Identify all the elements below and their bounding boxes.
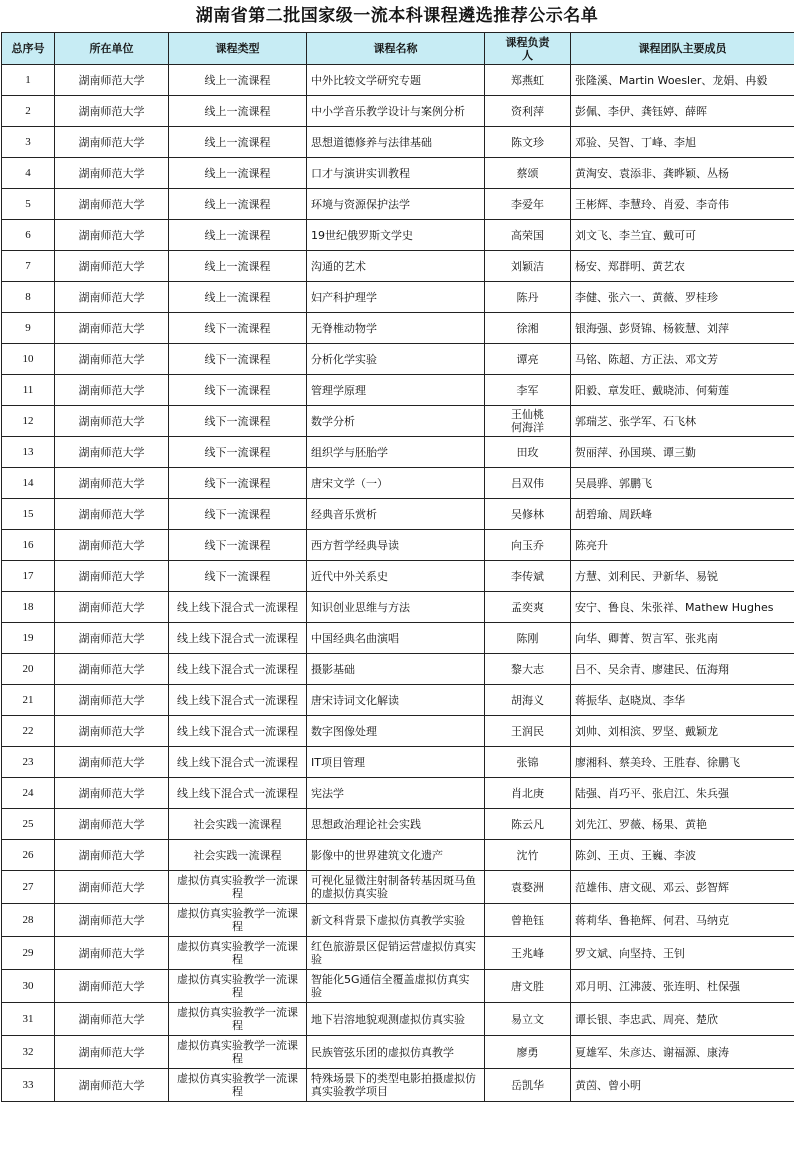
course-name-cell: IT项目管理 [307, 747, 485, 778]
course-name-cell: 唐宋诗词文化解读 [307, 685, 485, 716]
course-type-cell: 虚拟仿真实验教学一流课程 [169, 871, 307, 904]
course-leader-cell: 资利萍 [485, 96, 571, 127]
row-index-cell: 25 [2, 809, 55, 840]
team-members-cell: 蒋振华、赵晓岚、李华 [571, 685, 794, 716]
team-members-cell: 向华、卿菁、贺言军、张兆南 [571, 623, 794, 654]
unit-cell: 湖南师范大学 [55, 530, 169, 561]
course-name-cell: 中外比较文学研究专题 [307, 65, 485, 96]
course-leader-cell: 王仙桃 何海洋 [485, 406, 571, 437]
course-type-cell: 线上一流课程 [169, 282, 307, 313]
course-leader-cell: 李爱年 [485, 189, 571, 220]
course-type-cell: 线上一流课程 [169, 158, 307, 189]
table-row [2, 158, 794, 189]
team-members-cell: 黄茵、曾小明 [571, 1069, 794, 1102]
course-name-cell: 可视化显微注射制备转基因斑马鱼的虚拟仿真实验 [307, 871, 485, 904]
team-members-cell: 安宁、鲁良、朱张祥、Mathew Hughes [571, 592, 794, 623]
row-index-cell: 6 [2, 220, 55, 251]
row-index-cell: 28 [2, 904, 55, 937]
table-row [2, 344, 794, 375]
course-name-cell: 中小学音乐教学设计与案例分析 [307, 96, 485, 127]
table-row [2, 904, 794, 937]
course-name-cell: 分析化学实验 [307, 344, 485, 375]
course-name-cell: 19世纪俄罗斯文学史 [307, 220, 485, 251]
row-index-cell: 22 [2, 716, 55, 747]
table-row [2, 375, 794, 406]
team-members-cell: 阳毅、章发旺、戴晓沛、何菊莲 [571, 375, 794, 406]
row-index-cell: 3 [2, 127, 55, 158]
unit-cell: 湖南师范大学 [55, 592, 169, 623]
row-index-cell: 5 [2, 189, 55, 220]
course-name-cell: 组织学与胚胎学 [307, 437, 485, 468]
row-index-cell: 24 [2, 778, 55, 809]
header-course-name: 课程名称 [307, 33, 485, 65]
table-row [2, 871, 794, 904]
table-row [2, 220, 794, 251]
table-row [2, 778, 794, 809]
course-type-cell: 线上线下混合式一流课程 [169, 716, 307, 747]
course-leader-cell: 吴修林 [485, 499, 571, 530]
unit-cell: 湖南师范大学 [55, 970, 169, 1003]
course-type-cell: 线上一流课程 [169, 251, 307, 282]
course-leader-cell: 袁婺洲 [485, 871, 571, 904]
course-leader-cell: 徐湘 [485, 313, 571, 344]
team-members-cell: 张隆溪、Martin Woesler、龙娟、冉毅 [571, 65, 794, 96]
unit-cell: 湖南师范大学 [55, 96, 169, 127]
team-members-cell: 吴晨骅、郭鹏飞 [571, 468, 794, 499]
table-row [2, 127, 794, 158]
table-row [2, 65, 794, 96]
course-leader-cell: 李军 [485, 375, 571, 406]
team-members-cell: 邓验、吴智、丁峰、李旭 [571, 127, 794, 158]
course-type-cell: 虚拟仿真实验教学一流课程 [169, 1069, 307, 1102]
unit-cell: 湖南师范大学 [55, 654, 169, 685]
course-name-cell: 民族管弦乐团的虚拟仿真教学 [307, 1036, 485, 1069]
table-row [2, 189, 794, 220]
table-row [2, 654, 794, 685]
table-row [2, 1069, 794, 1102]
row-index-cell: 15 [2, 499, 55, 530]
team-members-cell: 吕不、吴余青、廖建民、伍海翔 [571, 654, 794, 685]
unit-cell: 湖南师范大学 [55, 437, 169, 468]
unit-cell: 湖南师范大学 [55, 778, 169, 809]
row-index-cell: 2 [2, 96, 55, 127]
row-index-cell: 32 [2, 1036, 55, 1069]
course-type-cell: 线上线下混合式一流课程 [169, 592, 307, 623]
unit-cell: 湖南师范大学 [55, 840, 169, 871]
course-type-cell: 线下一流课程 [169, 313, 307, 344]
team-members-cell: 刘先江、罗薇、杨果、黄艳 [571, 809, 794, 840]
course-type-cell: 线下一流课程 [169, 561, 307, 592]
team-members-cell: 范雄伟、唐文砚、邓云、彭智辉 [571, 871, 794, 904]
course-type-cell: 虚拟仿真实验教学一流课程 [169, 970, 307, 1003]
team-members-cell: 陈剑、王贞、王巍、李波 [571, 840, 794, 871]
row-index-cell: 33 [2, 1069, 55, 1102]
team-members-cell: 黄淘安、袁添非、龚晔颖、丛杨 [571, 158, 794, 189]
course-name-cell: 思想政治理论社会实践 [307, 809, 485, 840]
course-type-cell: 线下一流课程 [169, 406, 307, 437]
course-name-cell: 近代中外关系史 [307, 561, 485, 592]
row-index-cell: 9 [2, 313, 55, 344]
team-members-cell: 邓月明、江沸菠、张连明、杜保强 [571, 970, 794, 1003]
course-type-cell: 线下一流课程 [169, 344, 307, 375]
table-row [2, 970, 794, 1003]
course-type-cell: 虚拟仿真实验教学一流课程 [169, 1036, 307, 1069]
table-row [2, 282, 794, 313]
course-leader-cell: 陈文珍 [485, 127, 571, 158]
course-leader-cell: 肖北庚 [485, 778, 571, 809]
course-name-cell: 唐宋文学（一） [307, 468, 485, 499]
course-leader-cell: 胡海义 [485, 685, 571, 716]
team-members-cell: 夏雄军、朱彦达、谢福源、康涛 [571, 1036, 794, 1069]
course-name-cell: 知识创业思维与方法 [307, 592, 485, 623]
row-index-cell: 23 [2, 747, 55, 778]
course-type-cell: 线下一流课程 [169, 375, 307, 406]
header-course-leader: 课程负责人 [485, 33, 571, 65]
team-members-cell: 陆强、肖巧平、张启江、朱兵强 [571, 778, 794, 809]
course-leader-cell: 蔡颂 [485, 158, 571, 189]
course-type-cell: 线上一流课程 [169, 96, 307, 127]
course-leader-cell: 唐文胜 [485, 970, 571, 1003]
course-name-cell: 妇产科护理学 [307, 282, 485, 313]
table-row [2, 530, 794, 561]
header-course-type: 课程类型 [169, 33, 307, 65]
team-members-cell: 陈亮升 [571, 530, 794, 561]
row-index-cell: 30 [2, 970, 55, 1003]
course-leader-cell: 谭亮 [485, 344, 571, 375]
unit-cell: 湖南师范大学 [55, 623, 169, 654]
course-name-cell: 宪法学 [307, 778, 485, 809]
course-type-cell: 线上线下混合式一流课程 [169, 778, 307, 809]
team-members-cell: 彭佩、李伊、龚钰婷、薛晖 [571, 96, 794, 127]
unit-cell: 湖南师范大学 [55, 499, 169, 530]
row-index-cell: 1 [2, 65, 55, 96]
row-index-cell: 29 [2, 937, 55, 970]
row-index-cell: 26 [2, 840, 55, 871]
unit-cell: 湖南师范大学 [55, 282, 169, 313]
table-row [2, 840, 794, 871]
course-name-cell: 思想道德修养与法律基础 [307, 127, 485, 158]
team-members-cell: 刘文飞、李兰宜、戴可可 [571, 220, 794, 251]
course-leader-cell: 廖勇 [485, 1036, 571, 1069]
course-type-cell: 线下一流课程 [169, 530, 307, 561]
unit-cell: 湖南师范大学 [55, 1036, 169, 1069]
course-leader-cell: 田玫 [485, 437, 571, 468]
unit-cell: 湖南师范大学 [55, 1003, 169, 1036]
table-row [2, 592, 794, 623]
table-row [2, 437, 794, 468]
unit-cell: 湖南师范大学 [55, 375, 169, 406]
table-row [2, 623, 794, 654]
course-type-cell: 社会实践一流课程 [169, 840, 307, 871]
course-leader-cell: 曾艳钰 [485, 904, 571, 937]
course-name-cell: 口才与演讲实训教程 [307, 158, 485, 189]
course-type-cell: 虚拟仿真实验教学一流课程 [169, 904, 307, 937]
unit-cell: 湖南师范大学 [55, 406, 169, 437]
course-name-cell: 影像中的世界建筑文化遗产 [307, 840, 485, 871]
unit-cell: 湖南师范大学 [55, 344, 169, 375]
unit-cell: 湖南师范大学 [55, 313, 169, 344]
row-index-cell: 18 [2, 592, 55, 623]
table-body [2, 65, 794, 1102]
course-name-cell: 经典音乐赏析 [307, 499, 485, 530]
course-type-cell: 虚拟仿真实验教学一流课程 [169, 1003, 307, 1036]
course-leader-cell: 刘颖洁 [485, 251, 571, 282]
course-type-cell: 线上一流课程 [169, 127, 307, 158]
unit-cell: 湖南师范大学 [55, 65, 169, 96]
course-leader-cell: 陈刚 [485, 623, 571, 654]
table-row [2, 747, 794, 778]
course-name-cell: 西方哲学经典导读 [307, 530, 485, 561]
unit-cell: 湖南师范大学 [55, 685, 169, 716]
course-type-cell: 线下一流课程 [169, 468, 307, 499]
course-leader-cell: 张锦 [485, 747, 571, 778]
row-index-cell: 4 [2, 158, 55, 189]
course-leader-cell: 向玉乔 [485, 530, 571, 561]
course-type-cell: 线上一流课程 [169, 189, 307, 220]
course-name-cell: 环境与资源保护法学 [307, 189, 485, 220]
row-index-cell: 20 [2, 654, 55, 685]
header-team-members: 课程团队主要成员 [571, 33, 794, 65]
team-members-cell: 胡碧瑜、周跃峰 [571, 499, 794, 530]
course-name-cell: 特殊场景下的类型电影拍摄虚拟仿真实验教学项目 [307, 1069, 485, 1102]
table-row [2, 96, 794, 127]
document-title: 湖南省第二批国家级一流本科课程遴选推荐公示名单 [195, 6, 599, 26]
course-leader-cell: 黎大志 [485, 654, 571, 685]
row-index-cell: 19 [2, 623, 55, 654]
course-leader-cell: 岳凯华 [485, 1069, 571, 1102]
course-type-cell: 线下一流课程 [169, 499, 307, 530]
row-index-cell: 31 [2, 1003, 55, 1036]
unit-cell: 湖南师范大学 [55, 158, 169, 189]
course-leader-cell: 易立文 [485, 1003, 571, 1036]
header-unit: 所在单位 [55, 33, 169, 65]
table-row [2, 809, 794, 840]
unit-cell: 湖南师范大学 [55, 937, 169, 970]
course-name-cell: 无脊椎动物学 [307, 313, 485, 344]
table-row [2, 406, 794, 437]
unit-cell: 湖南师范大学 [55, 468, 169, 499]
unit-cell: 湖南师范大学 [55, 809, 169, 840]
table-row [2, 251, 794, 282]
unit-cell: 湖南师范大学 [55, 220, 169, 251]
team-members-cell: 蒋莉华、鲁艳辉、何君、马纳克 [571, 904, 794, 937]
table-row [2, 1003, 794, 1036]
course-name-cell: 地下岩溶地貌观测虚拟仿真实验 [307, 1003, 485, 1036]
team-members-cell: 廖湘科、蔡美玲、王胜春、徐鹏飞 [571, 747, 794, 778]
unit-cell: 湖南师范大学 [55, 904, 169, 937]
course-type-cell: 社会实践一流课程 [169, 809, 307, 840]
header-index: 总序号 [2, 33, 55, 65]
row-index-cell: 8 [2, 282, 55, 313]
course-leader-cell: 陈丹 [485, 282, 571, 313]
team-members-cell: 王彬辉、李慧玲、肖爱、李奇伟 [571, 189, 794, 220]
unit-cell: 湖南师范大学 [55, 189, 169, 220]
course-leader-cell: 王润民 [485, 716, 571, 747]
row-index-cell: 11 [2, 375, 55, 406]
course-name-cell: 中国经典名曲演唱 [307, 623, 485, 654]
team-members-cell: 李健、张六一、黄薇、罗桂珍 [571, 282, 794, 313]
team-members-cell: 方慧、刘利民、尹新华、易锐 [571, 561, 794, 592]
table-header-row [2, 33, 794, 65]
unit-cell: 湖南师范大学 [55, 1069, 169, 1102]
unit-cell: 湖南师范大学 [55, 747, 169, 778]
course-name-cell: 红色旅游景区促销运营虚拟仿真实验 [307, 937, 485, 970]
course-name-cell: 沟通的艺术 [307, 251, 485, 282]
course-leader-cell: 陈云凡 [485, 809, 571, 840]
course-leader-cell: 李传斌 [485, 561, 571, 592]
team-members-cell: 谭长银、李忠武、周亮、楚欣 [571, 1003, 794, 1036]
course-name-cell: 智能化5G通信全覆盖虚拟仿真实验 [307, 970, 485, 1003]
unit-cell: 湖南师范大学 [55, 716, 169, 747]
course-type-cell: 线上线下混合式一流课程 [169, 747, 307, 778]
row-index-cell: 10 [2, 344, 55, 375]
course-type-cell: 线上一流课程 [169, 220, 307, 251]
table-row [2, 1036, 794, 1069]
course-leader-cell: 王兆峰 [485, 937, 571, 970]
row-index-cell: 12 [2, 406, 55, 437]
row-index-cell: 14 [2, 468, 55, 499]
team-members-cell: 银海强、彭贤锦、杨筱慧、刘萍 [571, 313, 794, 344]
course-type-cell: 线上线下混合式一流课程 [169, 623, 307, 654]
course-type-cell: 线上一流课程 [169, 65, 307, 96]
table-row [2, 468, 794, 499]
course-leader-cell: 郑燕虹 [485, 65, 571, 96]
row-index-cell: 7 [2, 251, 55, 282]
course-name-cell: 摄影基础 [307, 654, 485, 685]
course-name-cell: 管理学原理 [307, 375, 485, 406]
course-leader-cell: 沈竹 [485, 840, 571, 871]
course-name-cell: 数学分析 [307, 406, 485, 437]
team-members-cell: 马铭、陈超、方正法、邓文芳 [571, 344, 794, 375]
unit-cell: 湖南师范大学 [55, 251, 169, 282]
unit-cell: 湖南师范大学 [55, 871, 169, 904]
course-type-cell: 线上线下混合式一流课程 [169, 654, 307, 685]
table-row [2, 937, 794, 970]
course-table [1, 32, 794, 1102]
team-members-cell: 杨安、郑群明、黄艺农 [571, 251, 794, 282]
course-type-cell: 虚拟仿真实验教学一流课程 [169, 937, 307, 970]
course-name-cell: 数字图像处理 [307, 716, 485, 747]
row-index-cell: 16 [2, 530, 55, 561]
table-row [2, 716, 794, 747]
course-leader-cell: 孟奕爽 [485, 592, 571, 623]
course-leader-cell: 吕双伟 [485, 468, 571, 499]
course-name-cell: 新文科背景下虚拟仿真教学实验 [307, 904, 485, 937]
table-row [2, 313, 794, 344]
course-leader-cell: 高荣国 [485, 220, 571, 251]
table-row [2, 685, 794, 716]
team-members-cell: 罗文斌、向坚持、王钊 [571, 937, 794, 970]
team-members-cell: 贺丽萍、孙国瑛、谭三勤 [571, 437, 794, 468]
unit-cell: 湖南师范大学 [55, 127, 169, 158]
course-type-cell: 线下一流课程 [169, 437, 307, 468]
course-type-cell: 线上线下混合式一流课程 [169, 685, 307, 716]
row-index-cell: 13 [2, 437, 55, 468]
row-index-cell: 17 [2, 561, 55, 592]
unit-cell: 湖南师范大学 [55, 561, 169, 592]
table-row [2, 499, 794, 530]
row-index-cell: 27 [2, 871, 55, 904]
team-members-cell: 郭瑞芝、张学军、石飞林 [571, 406, 794, 437]
table-row [2, 561, 794, 592]
team-members-cell: 刘帅、刘相滨、罗坚、戴颖龙 [571, 716, 794, 747]
row-index-cell: 21 [2, 685, 55, 716]
